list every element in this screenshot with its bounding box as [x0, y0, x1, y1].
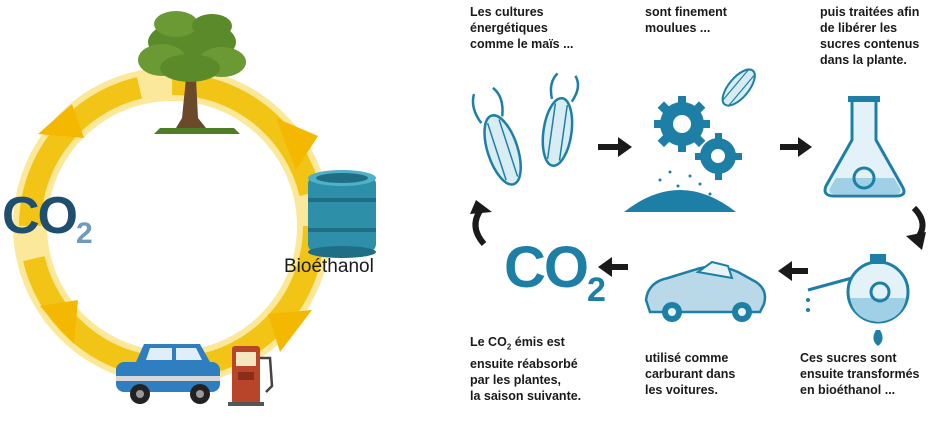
process-arrow-3	[778, 261, 808, 281]
bioethanol-label: Bioéthanol	[284, 256, 374, 277]
process-arrow-2	[780, 137, 812, 157]
caption-transformed: Ces sucres sont ensuite transformés en bioéthanol ...	[800, 351, 920, 397]
caption-milled: sont finement moulues ...	[645, 5, 727, 35]
process-arrow-1	[598, 137, 632, 157]
process-arrow-curve-left-head	[470, 200, 492, 214]
caption-treated: puis traitées afin de libérer les sucres contenus dans la plante.	[820, 5, 920, 67]
co2-right-label: $CO_2$	[504, 235, 604, 309]
process-arrow-curve-left	[475, 208, 484, 244]
co2-left-label: $CO_2$	[2, 187, 91, 250]
caption-fuel: utilisé comme carburant dans les voitures.	[645, 351, 736, 397]
caption-co2-reabsorbed: Le $CO_2$ émis est ensuite réabsorbé par les plantes, la saison suivante.	[470, 335, 582, 403]
sports-car-icon	[646, 262, 765, 322]
distillation-icon	[806, 254, 908, 346]
caption-crops: Les cultures énergétiques comme le maïs ...	[470, 5, 574, 51]
barrel-icon	[308, 170, 376, 258]
process-arrow-curve-right-head	[906, 232, 926, 250]
corn-icon	[469, 73, 579, 189]
fuel-pump-icon	[228, 346, 272, 406]
flask-icon	[825, 96, 904, 196]
gears-icon	[624, 96, 742, 212]
tree-icon	[138, 11, 246, 134]
corn-small-icon	[717, 64, 761, 111]
